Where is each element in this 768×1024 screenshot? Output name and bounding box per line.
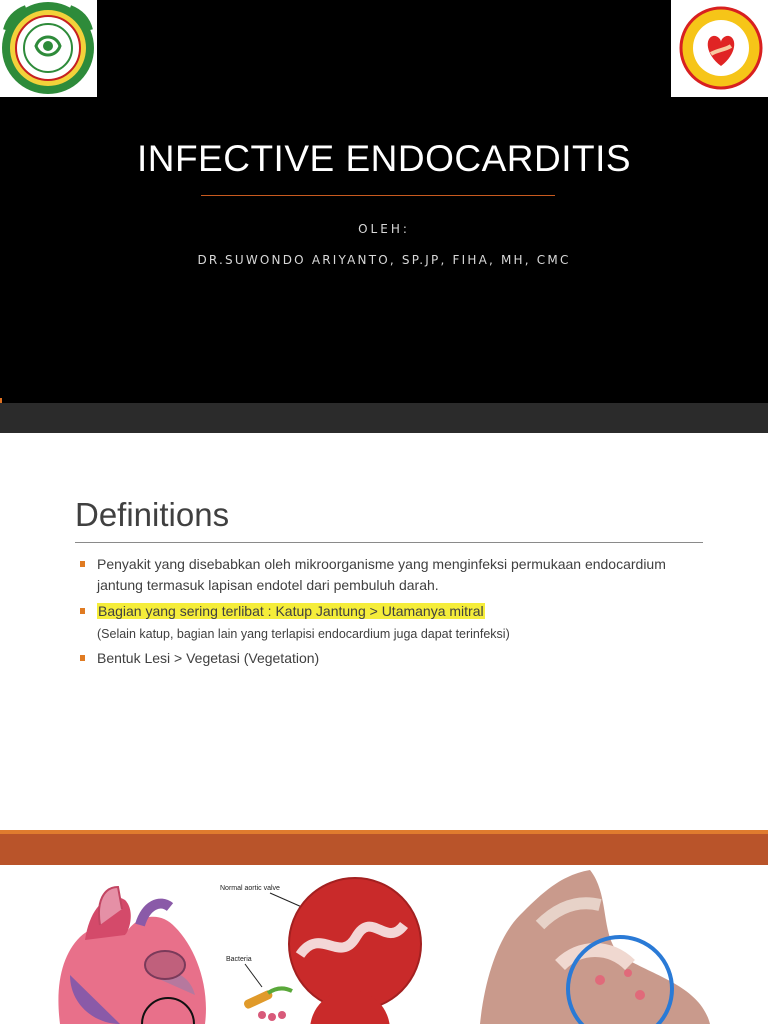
bullet-item xyxy=(80,648,700,669)
slide-title: Definitions xyxy=(75,496,230,533)
highlighted-bullet-text: Bagian yang sering terlibat : Katup Jantung > Utamanya mitral xyxy=(98,603,484,619)
presentation-title: INFECTIVE ENDOCARDITIS xyxy=(136,138,632,179)
bullet-item xyxy=(80,554,700,596)
bacteria-illustration xyxy=(243,988,292,1021)
hospital-logo xyxy=(671,0,768,97)
author-name: DR.SUWONDO ARIYANTO, SP.JP, FIHA, MH, CMC xyxy=(197,253,571,267)
bullet-list xyxy=(80,554,700,669)
bullet-item xyxy=(80,601,700,643)
title-divider xyxy=(201,195,555,196)
bullet-icon xyxy=(80,561,85,567)
bullet-icon xyxy=(80,655,85,661)
slide-footer-band xyxy=(0,403,768,433)
bullet-subtext: (Selain katup, bagian lain yang terlapisi endocardium juga dapat terinfeksi) xyxy=(97,627,510,641)
title-slide xyxy=(0,0,768,433)
vegetation-photo xyxy=(480,870,710,1024)
heart-illustration xyxy=(58,887,206,1024)
valve-magnified-view xyxy=(289,878,421,1024)
slide-header-band xyxy=(0,834,768,865)
bullet-icon xyxy=(80,608,85,614)
definitions-slide xyxy=(0,433,768,833)
university-logo xyxy=(0,0,97,97)
bullet-text: Penyakit yang disebabkan oleh mikroorganisme yang menginfeksi permukaan endocardium jantung termasuk lapisan endotel dari pembuluh darah. xyxy=(97,556,666,593)
bacteria-leader-line xyxy=(245,964,262,987)
illustration-slide xyxy=(0,830,768,1024)
by-label: OLEH: xyxy=(358,222,410,236)
title-underline xyxy=(75,542,703,543)
illustration-canvas xyxy=(0,865,768,1024)
bullet-text: Bentuk Lesi > Vegetasi (Vegetation) xyxy=(97,650,320,666)
bacteria-label: Bacteria xyxy=(226,956,252,963)
valve-label: Normal aortic valve xyxy=(220,885,280,892)
